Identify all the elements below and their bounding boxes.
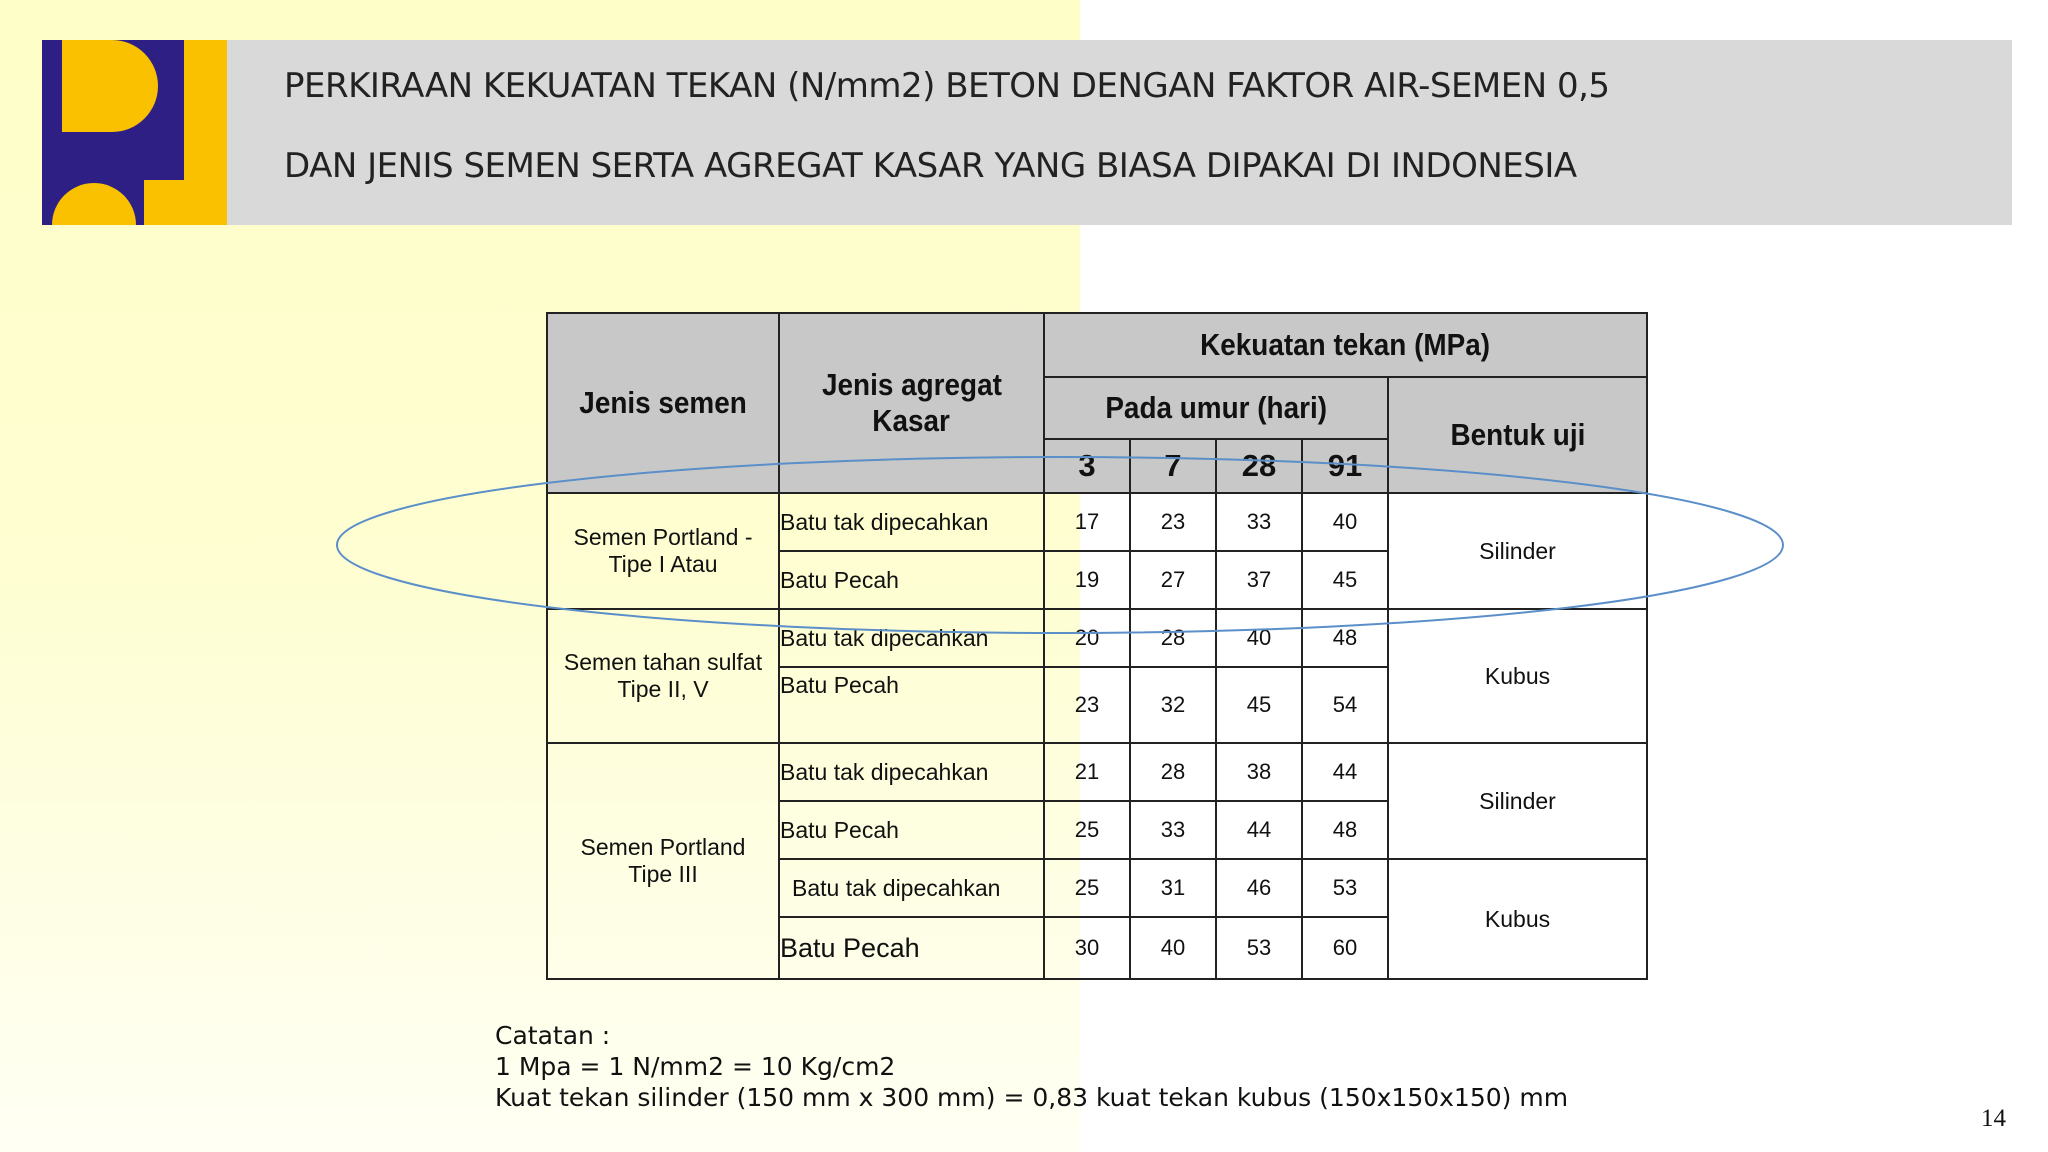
- test-shape-cell: Silinder: [1388, 743, 1647, 859]
- value-cell: 54: [1302, 667, 1388, 743]
- aggregate-cell: Batu tak dipecahkan: [779, 859, 1044, 917]
- header-test-shape: Bentuk uji: [1388, 377, 1647, 493]
- logo-mark-icon: [42, 40, 227, 225]
- header-day-3: 3: [1044, 439, 1130, 493]
- value-cell: 60: [1302, 917, 1388, 979]
- page-number: 14: [1981, 1105, 2006, 1132]
- header-day-28: 28: [1216, 439, 1302, 493]
- logo: [42, 40, 227, 225]
- value-cell: 31: [1130, 859, 1216, 917]
- value-cell: 48: [1302, 801, 1388, 859]
- value-cell: 28: [1130, 609, 1216, 667]
- value-cell: 40: [1216, 609, 1302, 667]
- aggregate-cell: Batu Pecah: [779, 801, 1044, 859]
- value-cell: 30: [1044, 917, 1130, 979]
- value-cell: 28: [1130, 743, 1216, 801]
- notes-line-2: Kuat tekan silinder (150 mm x 300 mm) = 0,83 kuat tekan kubus (150x150x150) mm: [495, 1083, 1569, 1112]
- value-cell: 23: [1130, 493, 1216, 551]
- value-cell: 44: [1302, 743, 1388, 801]
- value-cell: 27: [1130, 551, 1216, 609]
- value-cell: 38: [1216, 743, 1302, 801]
- test-shape-cell: Kubus: [1388, 609, 1647, 743]
- value-cell: 21: [1044, 743, 1130, 801]
- header-compressive-strength: Kekuatan tekan (MPa): [1044, 313, 1647, 377]
- value-cell: 25: [1044, 859, 1130, 917]
- value-cell: 48: [1302, 609, 1388, 667]
- value-cell: 37: [1216, 551, 1302, 609]
- header-day-7: 7: [1130, 439, 1216, 493]
- value-cell: 33: [1216, 493, 1302, 551]
- title-line-2: DAN JENIS SEMEN SERTA AGREGAT KASAR YANG BIASA DIPAKAI DI INDONESIA: [284, 146, 1577, 186]
- value-cell: 23: [1044, 667, 1130, 743]
- test-shape-cell: Silinder: [1388, 493, 1647, 609]
- table-row: [547, 609, 1647, 667]
- value-cell: 53: [1302, 859, 1388, 917]
- value-cell: 32: [1130, 667, 1216, 743]
- cement-type-cell: Semen Portland - Tipe I Atau: [547, 493, 779, 609]
- table-row: [547, 493, 1647, 551]
- aggregate-cell: Batu tak dipecahkan: [779, 609, 1044, 667]
- value-cell: 46: [1216, 859, 1302, 917]
- value-cell: 44: [1216, 801, 1302, 859]
- notes-heading: Catatan :: [495, 1021, 611, 1050]
- value-cell: 40: [1130, 917, 1216, 979]
- strength-table: [546, 312, 1648, 980]
- title-line-1: PERKIRAAN KEKUATAN TEKAN (N/mm2) BETON DENGAN FAKTOR AIR-SEMEN 0,5: [284, 66, 1610, 106]
- value-cell: 17: [1044, 493, 1130, 551]
- header-age-days: Pada umur (hari): [1044, 377, 1388, 439]
- notes-line-1: 1 Mpa = 1 N/mm2 = 10 Kg/cm2: [495, 1052, 896, 1081]
- value-cell: 25: [1044, 801, 1130, 859]
- cement-type-cell: Semen tahan sulfat Tipe II, V: [547, 609, 779, 743]
- notes: [495, 1020, 1568, 1113]
- value-cell: 20: [1044, 609, 1130, 667]
- value-cell: 33: [1130, 801, 1216, 859]
- value-cell: 40: [1302, 493, 1388, 551]
- value-cell: 19: [1044, 551, 1130, 609]
- test-shape-cell: Kubus: [1388, 859, 1647, 979]
- header-cement-type: Jenis semen: [547, 313, 779, 493]
- value-cell: 53: [1216, 917, 1302, 979]
- header-aggregate-type: Jenis agregat Kasar: [779, 313, 1044, 493]
- value-cell: 45: [1302, 551, 1388, 609]
- table-row: [547, 743, 1647, 801]
- header-day-91: 91: [1302, 439, 1388, 493]
- cement-type-cell: Semen Portland Tipe III: [547, 743, 779, 979]
- aggregate-cell: Batu tak dipecahkan: [779, 743, 1044, 801]
- aggregate-cell: Batu Pecah: [779, 917, 1044, 979]
- aggregate-cell: Batu Pecah: [779, 551, 1044, 609]
- aggregate-cell: Batu Pecah: [779, 667, 1044, 743]
- aggregate-cell: Batu tak dipecahkan: [779, 493, 1044, 551]
- value-cell: 45: [1216, 667, 1302, 743]
